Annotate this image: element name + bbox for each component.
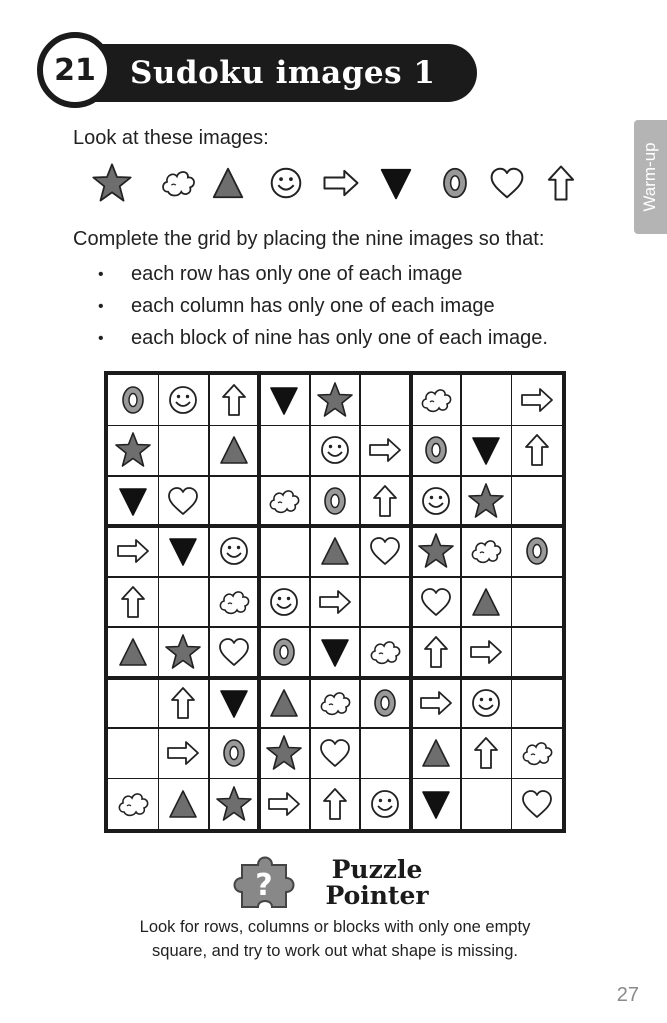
arrow-up-icon <box>163 683 203 723</box>
smiley-icon <box>264 582 304 622</box>
triangle-down-icon <box>315 632 355 672</box>
triangle-up-icon <box>163 784 203 824</box>
cloud-icon <box>365 632 405 672</box>
grid-cell <box>259 728 309 778</box>
arrow-right-icon <box>416 683 456 723</box>
empty-grid-cell[interactable] <box>158 425 208 475</box>
ring-icon <box>517 531 557 571</box>
star-icon <box>113 430 153 470</box>
triangle-down-icon <box>214 683 254 723</box>
star-icon <box>315 380 355 420</box>
grid-cell <box>259 375 309 425</box>
side-tab-label: Warm-up <box>640 142 659 212</box>
smiley-icon <box>416 481 456 521</box>
smiley-icon <box>214 531 254 571</box>
triangle-down-icon <box>113 481 153 521</box>
bullet: • <box>98 298 104 315</box>
arrow-right-icon <box>319 161 363 205</box>
arrow-right-icon <box>517 380 557 420</box>
arrow-right-icon <box>163 733 203 773</box>
cloud-icon <box>315 683 355 723</box>
triangle-up-icon <box>466 582 506 622</box>
smiley-icon <box>264 161 308 205</box>
grid-cell <box>512 425 562 475</box>
empty-grid-cell[interactable] <box>158 577 208 627</box>
page-title: Sudoku images 1 <box>130 55 436 91</box>
grid-cell <box>259 577 309 627</box>
empty-grid-cell[interactable] <box>512 678 562 728</box>
grid-cell <box>360 476 410 526</box>
grid-cell <box>209 678 259 728</box>
grid-cell <box>209 526 259 576</box>
grid-cell <box>310 678 360 728</box>
empty-grid-cell[interactable] <box>360 728 410 778</box>
grid-cell <box>461 425 511 475</box>
grid-cell <box>461 627 511 677</box>
grid-cell <box>158 779 208 829</box>
triangle-up-icon <box>264 683 304 723</box>
heart-icon <box>214 632 254 672</box>
star-icon <box>163 632 203 672</box>
grid-cell <box>108 476 158 526</box>
star-icon <box>466 481 506 521</box>
empty-grid-cell[interactable] <box>108 678 158 728</box>
grid-cell <box>512 728 562 778</box>
empty-grid-cell[interactable] <box>461 779 511 829</box>
arrow-right-icon <box>264 784 304 824</box>
grid-cell <box>158 526 208 576</box>
pointer-tip-line2: square, and try to work out what shape is missing. <box>152 942 518 960</box>
star-icon <box>90 161 134 205</box>
grid-cell <box>461 728 511 778</box>
puzzle-piece-icon <box>232 851 312 913</box>
grid-cell <box>158 627 208 677</box>
empty-grid-cell[interactable] <box>209 476 259 526</box>
grid-cell <box>461 526 511 576</box>
grid-cell <box>461 577 511 627</box>
rule-item: each row has only one of each image <box>131 263 463 285</box>
puzzle-pointer-title-line1: Puzzle <box>331 855 423 884</box>
grid-cell <box>461 678 511 728</box>
grid-cell <box>360 526 410 576</box>
arrow-up-icon <box>416 632 456 672</box>
grid-cell <box>512 779 562 829</box>
arrow-up-icon <box>214 380 254 420</box>
grid-cell <box>209 728 259 778</box>
empty-grid-cell[interactable] <box>461 375 511 425</box>
grid-cell <box>158 728 208 778</box>
bullet: • <box>98 266 104 283</box>
grid-cell <box>259 678 309 728</box>
arrow-right-icon <box>365 430 405 470</box>
grid-cell <box>411 728 461 778</box>
grid-cell <box>310 526 360 576</box>
pointer-tip-line1: Look for rows, columns or blocks with only one empty <box>139 918 531 936</box>
svg-text:?: ? <box>255 868 273 903</box>
heart-icon <box>315 733 355 773</box>
grid-cell <box>310 779 360 829</box>
grid-cell <box>108 779 158 829</box>
cloud-icon <box>214 582 254 622</box>
grid-cell <box>310 627 360 677</box>
grid-cell <box>411 526 461 576</box>
heart-icon <box>517 784 557 824</box>
grid-cell <box>411 678 461 728</box>
arrow-up-icon <box>365 481 405 521</box>
cloud-icon <box>113 784 153 824</box>
grid-cell <box>209 779 259 829</box>
page-number: 27 <box>616 984 639 1006</box>
cloud-icon <box>466 531 506 571</box>
grid-cell <box>259 476 309 526</box>
empty-grid-cell[interactable] <box>259 425 309 475</box>
triangle-down-icon <box>416 784 456 824</box>
grid-cell <box>310 425 360 475</box>
grid-cell <box>411 779 461 829</box>
star-icon <box>264 733 304 773</box>
ring-icon <box>433 161 477 205</box>
grid-cell <box>259 779 309 829</box>
grid-cell <box>310 476 360 526</box>
triangle-down-icon <box>163 531 203 571</box>
grid-cell <box>209 577 259 627</box>
puzzle-pointer-title-line2: Pointer <box>325 881 429 910</box>
grid-cell <box>411 577 461 627</box>
arrow-right-icon <box>466 632 506 672</box>
grid-cell <box>310 728 360 778</box>
empty-grid-cell[interactable] <box>259 526 309 576</box>
ring-icon <box>315 481 355 521</box>
grid-cell <box>209 375 259 425</box>
smiley-icon <box>163 380 203 420</box>
empty-grid-cell[interactable] <box>512 476 562 526</box>
ring-icon <box>214 733 254 773</box>
cloud-icon <box>264 481 304 521</box>
empty-grid-cell[interactable] <box>512 627 562 677</box>
grid-cell <box>158 375 208 425</box>
grid-cell <box>209 627 259 677</box>
triangle-up-icon <box>416 733 456 773</box>
grid-cell <box>360 425 410 475</box>
grid-cell <box>108 425 158 475</box>
bullet: • <box>98 330 104 347</box>
ring-icon <box>416 430 456 470</box>
empty-grid-cell[interactable] <box>512 577 562 627</box>
grid-cell <box>158 476 208 526</box>
arrow-right-icon <box>315 582 355 622</box>
puzzle-number-badge: 21 <box>37 32 113 108</box>
grid-cell <box>512 375 562 425</box>
grid-cell <box>512 526 562 576</box>
grid-cell <box>411 476 461 526</box>
smiley-icon <box>466 683 506 723</box>
triangle-down-icon <box>374 161 418 205</box>
triangle-up-icon <box>315 531 355 571</box>
intro-text: Look at these images: <box>73 127 269 149</box>
grid-cell <box>411 375 461 425</box>
smiley-icon <box>365 784 405 824</box>
cloud-icon <box>517 733 557 773</box>
arrow-up-icon <box>539 161 583 205</box>
empty-grid-cell[interactable] <box>108 728 158 778</box>
empty-grid-cell[interactable] <box>360 577 410 627</box>
heart-icon <box>416 582 456 622</box>
triangle-up-icon <box>206 161 250 205</box>
arrow-up-icon <box>517 430 557 470</box>
grid-cell <box>411 627 461 677</box>
grid-cell <box>108 627 158 677</box>
grid-cell <box>310 375 360 425</box>
triangle-up-icon <box>113 632 153 672</box>
ring-icon <box>365 683 405 723</box>
ring-icon <box>264 632 304 672</box>
cloud-icon <box>416 380 456 420</box>
grid-cell <box>259 627 309 677</box>
star-icon <box>416 531 456 571</box>
ring-icon <box>113 380 153 420</box>
grid-cell <box>108 375 158 425</box>
arrow-up-icon <box>315 784 355 824</box>
arrow-up-icon <box>466 733 506 773</box>
rule-item: each column has only one of each image <box>131 295 495 317</box>
grid-cell <box>360 678 410 728</box>
triangle-down-icon <box>466 430 506 470</box>
triangle-up-icon <box>214 430 254 470</box>
rule-item: each block of nine has only one of each image. <box>131 327 548 349</box>
heart-icon <box>485 161 529 205</box>
grid-cell <box>411 425 461 475</box>
heart-icon <box>163 481 203 521</box>
grid-cell <box>310 577 360 627</box>
cloud-icon <box>156 161 200 205</box>
grid-cell <box>461 476 511 526</box>
grid-cell <box>360 779 410 829</box>
heart-icon <box>365 531 405 571</box>
instructions-lead: Complete the grid by placing the nine images so that: <box>73 228 545 250</box>
grid-cell <box>360 627 410 677</box>
grid-cell <box>158 678 208 728</box>
sudoku-grid <box>104 371 566 833</box>
grid-cell <box>108 577 158 627</box>
grid-cell <box>108 526 158 576</box>
star-icon <box>214 784 254 824</box>
empty-grid-cell[interactable] <box>360 375 410 425</box>
arrow-up-icon <box>113 582 153 622</box>
triangle-down-icon <box>264 380 304 420</box>
grid-cell <box>209 425 259 475</box>
arrow-right-icon <box>113 531 153 571</box>
smiley-icon <box>315 430 355 470</box>
